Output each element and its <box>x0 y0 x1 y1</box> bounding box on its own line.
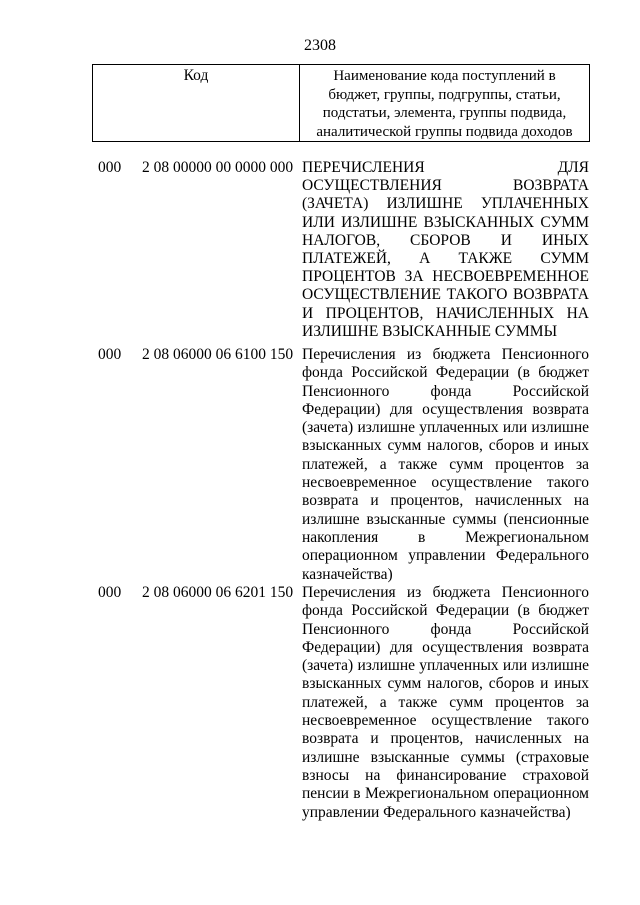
row-description: Перечисления из бюджета Пенсионного фонда Российской Федерации (в бюджет Пенсионного фонда Российской Федерации) для осуществления возврата (зачета) излишне уплаченных или излишне взысканных сумм налогов, сборов и иных платежей, а также сумм процентов за несвоевременное осуществление такого возврата и процентов, начисленных на излишне взысканные суммы (пенсионные накопления в Межрегиональном операционном управлении Федерального казначейства) <box>302 346 589 583</box>
header-code-column: Код <box>93 65 300 141</box>
table-header <box>92 64 590 142</box>
page-number: 2308 <box>304 37 336 54</box>
row-description: ПЕРЕЧИСЛЕНИЯ ДЛЯ ОСУЩЕСТВЛЕНИЯ ВОЗВРАТА (ЗАЧЕТА) ИЗЛИШНЕ УПЛАЧЕННЫХ ИЛИ ИЗЛИШНЕ ВЗЫСКАННЫХ СУММ НАЛОГОВ, СБОРОВ И ИНЫХ ПЛАТЕЖЕЙ, А ТАКЖЕ СУММ ПРОЦЕНТОВ ЗА НЕСВОЕВРЕМЕННОЕ ОСУЩЕСТВЛЕНИЕ ТАКОГО ВОЗВРАТА И ПРОЦЕНТОВ, НАЧИСЛЕННЫХ НА ИЗЛИШНЕ ВЗЫСКАННЫЕ СУММЫ <box>302 159 589 340</box>
admin-code: 000 <box>98 584 122 601</box>
admin-code: 000 <box>98 159 122 176</box>
budget-code: 2 08 00000 00 0000 000 <box>142 159 294 176</box>
header-name-column: Наименование кода поступлений в бюджет, группы, подгруппы, статьи, подстатьи, элемента, группы подвида, аналитической группы подвида доходов <box>316 68 573 140</box>
budget-code: 2 08 06000 06 6100 150 <box>142 346 294 363</box>
admin-code: 000 <box>98 346 122 363</box>
row-description: Перечисления из бюджета Пенсионного фонда Российской Федерации (в бюджет Пенсионного фонда Российской Федерации) для осуществления возврата (зачета) излишне уплаченных или излишне взысканных сумм налогов, сборов и иных платежей, а также сумм процентов за несвоевременное осуществление такого возврата и процентов, начисленных на излишне взысканные суммы (страховые взносы на финансирование страховой пенсии в Межрегиональном операционном управлении Федерального казначейства) <box>302 584 589 821</box>
budget-code: 2 08 06000 06 6201 150 <box>142 584 294 601</box>
